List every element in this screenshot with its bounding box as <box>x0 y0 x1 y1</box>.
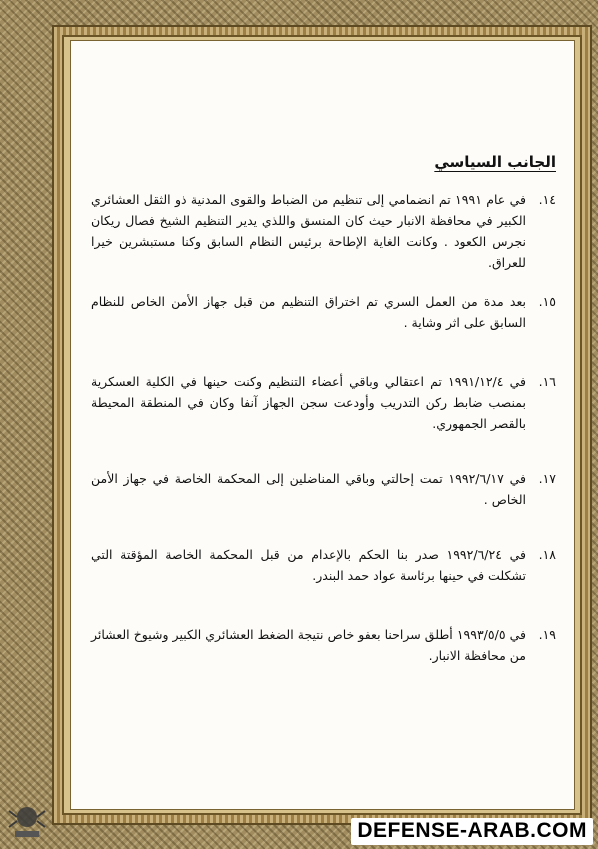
paragraph-text: في عام ١٩٩١ تم انضمامي إلى تنظيم من الضباط والقوى المدنية ذو الثقل العشائري الكبير في محافظة الانبار حيث كان المنسق واللذي يدير التنظيم الشيخ فصال ريكان نجرس الكعود . وكانت الغاية الإطاحة برئيس النظام السابق وكنا مستبشرين خيرا للعراق. <box>91 192 526 270</box>
paragraph-number: ١٩. <box>538 627 556 642</box>
paragraph-17 <box>91 468 556 510</box>
paragraph-19 <box>91 624 556 666</box>
paragraph-number: ١٧. <box>538 471 556 486</box>
site-watermark: DEFENSE-ARAB.COM <box>351 818 593 845</box>
paragraph-text: بعد مدة من العمل السري تم اختراق التنظيم من قبل جهاز الأمن الخاص للنظام السابق على اثر وشاية . <box>91 294 526 330</box>
paragraph-text: في ١٩٩٢/٦/٢٤ صدر بنا الحكم بالإعدام من قبل المحكمة الخاصة المؤقتة التي تشكلت في حينها برئاسة عواد حمد البندر. <box>91 547 526 583</box>
paragraph-14 <box>91 189 556 273</box>
paragraph-text: في ١٩٩١/١٢/٤ تم اعتقالي وباقي أعضاء التنظيم وكنت حينها في الكلية العسكرية بمنصب ضابط ركن التدريب وأودعت سجن الجهاز آنفا وكان في المنطقة المحيطة بالقصر الجمهوري. <box>91 374 526 431</box>
paragraph-18 <box>91 544 556 586</box>
paragraph-number: ١٤. <box>538 192 556 207</box>
document-page <box>70 40 575 810</box>
paragraph-text: في ١٩٩٣/٥/٥ أطلق سراحنا بعفو خاص نتيجة الضغط العشائري الكبير وشيوخ العشائر من محافظة الانبار. <box>91 627 526 663</box>
site-emblem-icon <box>5 801 49 841</box>
paragraph-text: في ١٩٩٢/٦/١٧ تمت إحالتي وباقي المناضلين إلى المحكمة الخاصة في جهاز الأمن الخاص . <box>91 471 526 507</box>
document-content <box>91 151 556 666</box>
paragraph-number: ١٥. <box>538 294 556 309</box>
paragraph-number: ١٦. <box>538 374 556 389</box>
paragraph-15 <box>91 291 556 333</box>
paragraph-number: ١٨. <box>538 547 556 562</box>
paragraph-16 <box>91 371 556 434</box>
section-heading: الجانب السياسي <box>434 153 556 171</box>
